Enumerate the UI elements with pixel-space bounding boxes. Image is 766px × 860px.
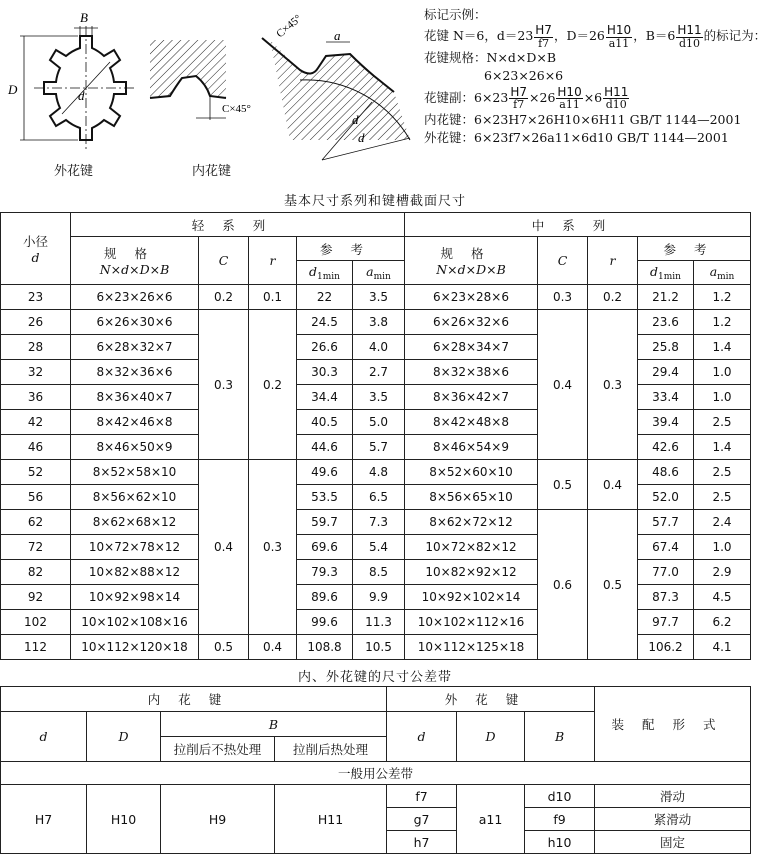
medium-C-cell: 0.3: [538, 285, 588, 310]
light-C-header: C: [199, 237, 249, 285]
light-amin-cell: 3.5: [353, 285, 405, 310]
medium-amin-cell: 6.2: [694, 610, 751, 635]
general-tolerance-header: 一般用公差带: [1, 762, 751, 785]
light-d1min-cell: 49.6: [297, 460, 353, 485]
int-B1-value: H9: [161, 785, 275, 854]
medium-series-header: 中系列: [405, 213, 751, 237]
table-row: [1, 485, 751, 510]
light-d1min-cell: 24.5: [297, 310, 353, 335]
d-cell: 112: [1, 635, 71, 660]
medium-amin-cell: 1.0: [694, 360, 751, 385]
table-row: [1, 510, 751, 535]
light-d1min-cell: 22: [297, 285, 353, 310]
table-row: [1, 585, 751, 610]
light-amin-cell: 10.5: [353, 635, 405, 660]
light-amin-header: $a_{min}$: [353, 261, 405, 285]
table2-caption: 内、外花键的尺寸公差带: [297, 670, 452, 685]
light-spec-cell: 8×62×68×12: [71, 510, 199, 535]
medium-spec-cell: 6×28×34×7: [405, 335, 538, 360]
medium-d1min-cell: 29.4: [638, 360, 694, 385]
medium-d1min-cell: 52.0: [638, 485, 694, 510]
light-spec-cell: 8×56×62×10: [71, 485, 199, 510]
light-C-cell: 0.3: [199, 310, 249, 460]
d-cell: 62: [1, 510, 71, 535]
light-spec-cell: 10×112×120×18: [71, 635, 199, 660]
table-row: [1, 610, 751, 635]
dim-D: D: [8, 82, 18, 97]
medium-C-header: C: [538, 237, 588, 285]
int-D-header: D: [87, 712, 161, 762]
medium-spec-cell: 8×62×72×12: [405, 510, 538, 535]
medium-r-cell: 0.5: [588, 510, 638, 660]
light-amin-cell: 5.4: [353, 535, 405, 560]
light-amin-cell: 8.5: [353, 560, 405, 585]
medium-amin-cell: 4.5: [694, 585, 751, 610]
medium-spec-cell: 8×36×42×7: [405, 385, 538, 410]
external-spline-header: 外花键: [387, 687, 595, 712]
light-d1min-header: $d_{1min}$: [297, 261, 353, 285]
light-amin-cell: 3.5: [353, 385, 405, 410]
medium-r-cell: 0.4: [588, 460, 638, 510]
medium-d1min-cell: 25.8: [638, 335, 694, 360]
medium-spec-cell: 10×82×92×12: [405, 560, 538, 585]
light-r-cell: 0.3: [249, 460, 297, 635]
light-d1min-cell: 40.5: [297, 410, 353, 435]
medium-amin-cell: 1.4: [694, 335, 751, 360]
dim-d2: d: [358, 130, 365, 145]
light-C-cell: 0.2: [199, 285, 249, 310]
medium-d1min-cell: 48.6: [638, 460, 694, 485]
medium-d1min-cell: 77.0: [638, 560, 694, 585]
medium-amin-cell: 2.5: [694, 410, 751, 435]
d-cell: 72: [1, 535, 71, 560]
table-row: [1, 560, 751, 585]
d-cell: 42: [1, 410, 71, 435]
marking-example: [424, 6, 766, 147]
table-row: [1, 335, 751, 360]
notes-spec-value: 6×23×26×6: [484, 68, 564, 84]
medium-d1min-cell: 39.4: [638, 410, 694, 435]
medium-d1min-cell: 33.4: [638, 385, 694, 410]
medium-amin-cell: 1.2: [694, 310, 751, 335]
spline-figures: [0, 0, 420, 183]
section-detail-drawing: [262, 38, 410, 160]
medium-amin-cell: 4.1: [694, 635, 751, 660]
fit-value: 滑动: [595, 785, 751, 808]
medium-C-cell: 0.4: [538, 310, 588, 460]
medium-amin-cell: 2.5: [694, 460, 751, 485]
table-row: [1, 360, 751, 385]
notes-pair: 花键副：6×23 $\frac{H7}{f7}$ ×26 $\frac{H10}{a11}$ ×6 $\frac{H11}{d10}$: [424, 84, 629, 112]
light-amin-cell: 11.3: [353, 610, 405, 635]
light-amin-cell: 9.9: [353, 585, 405, 610]
light-C-cell: 0.4: [199, 460, 249, 635]
light-d1min-cell: 34.4: [297, 385, 353, 410]
medium-amin-header: $a_{min}$: [694, 261, 751, 285]
light-d1min-cell: 30.3: [297, 360, 353, 385]
medium-amin-cell: 2.4: [694, 510, 751, 535]
light-amin-cell: 5.7: [353, 435, 405, 460]
medium-spec-cell: 10×102×112×16: [405, 610, 538, 635]
heat-header: 拉削后热处理: [275, 737, 387, 762]
table-row: [1, 635, 751, 660]
notes-line1: 花键 N＝6，d＝23 $\frac{H7}{f7}$ ，D＝26 $\frac{H10}{a11}$ ，B＝6 $\frac{H11}{d10}$ 的标记为：: [424, 23, 766, 50]
d-cell: 52: [1, 460, 71, 485]
notes-title: 标记示例：: [424, 7, 487, 22]
medium-amin-cell: 2.5: [694, 485, 751, 510]
medium-amin-cell: 1.2: [694, 285, 751, 310]
medium-r-header: r: [588, 237, 638, 285]
d-cell: 102: [1, 610, 71, 635]
dim-d-external: d: [78, 88, 85, 103]
external-spline-label: 外花键: [54, 164, 94, 179]
medium-d1min-cell: 57.7: [638, 510, 694, 535]
notes-external: 外花键：6×23f7×26a11×6d10 GB/T 1144—2001: [424, 129, 729, 145]
light-spec-cell: 10×82×88×12: [71, 560, 199, 585]
medium-spec-cell: 6×23×28×6: [405, 285, 538, 310]
int-B2-value: H11: [275, 785, 387, 854]
col-d-header: 小径 d: [1, 213, 71, 285]
table-row: [1, 460, 751, 485]
fit-value: 紧滑动: [595, 808, 751, 831]
medium-amin-cell: 1.4: [694, 435, 751, 460]
medium-d1min-cell: 42.6: [638, 435, 694, 460]
light-amin-cell: 7.3: [353, 510, 405, 535]
tolerance-table: [0, 686, 751, 854]
light-r-cell: 0.4: [249, 635, 297, 660]
d-cell: 28: [1, 335, 71, 360]
medium-spec-cell: 10×92×102×14: [405, 585, 538, 610]
internal-spline-label: 内花键: [192, 164, 232, 179]
medium-spec-cell: 6×26×32×6: [405, 310, 538, 335]
medium-spec-cell: 8×56×65×10: [405, 485, 538, 510]
int-B-header: B: [161, 712, 387, 737]
light-spec-cell: 6×28×32×7: [71, 335, 199, 360]
ext-D-header: D: [457, 712, 525, 762]
medium-d1min-header: $d_{1min}$: [638, 261, 694, 285]
light-amin-cell: 6.5: [353, 485, 405, 510]
notes-spec-label: 花键规格：N×d×D×B: [424, 50, 557, 66]
ext-d-value: f7: [387, 785, 457, 808]
medium-d1min-cell: 87.3: [638, 585, 694, 610]
ext-B-value: d10: [525, 785, 595, 808]
int-D-value: H10: [87, 785, 161, 854]
medium-amin-cell: 2.9: [694, 560, 751, 585]
fit-header: 装配形式: [595, 687, 751, 762]
light-amin-cell: 4.8: [353, 460, 405, 485]
medium-r-cell: 0.3: [588, 310, 638, 460]
int-d-header: d: [1, 712, 87, 762]
light-spec-header: 规格 N×d×D×B: [71, 237, 199, 285]
medium-d1min-cell: 21.2: [638, 285, 694, 310]
chamfer-label-section: C×45°: [274, 12, 305, 41]
table-row: [1, 410, 751, 435]
medium-d1min-cell: 106.2: [638, 635, 694, 660]
d-cell: 56: [1, 485, 71, 510]
dim-d1: d: [352, 112, 359, 127]
table-row: [1, 435, 751, 460]
light-d1min-cell: 44.6: [297, 435, 353, 460]
light-d1min-cell: 59.7: [297, 510, 353, 535]
dimension-table: [0, 212, 751, 660]
table-row: [1, 285, 751, 310]
medium-d1min-cell: 67.4: [638, 535, 694, 560]
medium-r-cell: 0.2: [588, 285, 638, 310]
notes-internal: 内花键：6×23H7×26H10×6H11 GB/T 1144—2001: [424, 111, 742, 127]
light-amin-cell: 5.0: [353, 410, 405, 435]
medium-spec-cell: 8×52×60×10: [405, 460, 538, 485]
light-spec-cell: 8×52×58×10: [71, 460, 199, 485]
internal-spline-drawing: [150, 40, 226, 120]
light-d1min-cell: 99.6: [297, 610, 353, 635]
table-row: [1, 385, 751, 410]
light-spec-cell: 8×42×46×8: [71, 410, 199, 435]
ext-B-value: f9: [525, 808, 595, 831]
medium-spec-header: 规格 N×d×D×B: [405, 237, 538, 285]
light-r-cell: 0.1: [249, 285, 297, 310]
d-cell: 46: [1, 435, 71, 460]
light-C-cell: 0.5: [199, 635, 249, 660]
dim-a: a: [334, 28, 341, 43]
int-d-value: H7: [1, 785, 87, 854]
d-cell: 23: [1, 285, 71, 310]
medium-amin-cell: 1.0: [694, 535, 751, 560]
d-cell: 92: [1, 585, 71, 610]
medium-spec-cell: 8×32×38×6: [405, 360, 538, 385]
table-row: [1, 310, 751, 335]
d-cell: 36: [1, 385, 71, 410]
medium-amin-cell: 1.0: [694, 385, 751, 410]
ext-d-value: g7: [387, 808, 457, 831]
chamfer-label-internal: C×45°: [222, 103, 251, 115]
light-spec-cell: 8×32×36×6: [71, 360, 199, 385]
medium-ref-header: 参考: [638, 237, 751, 261]
light-spec-cell: 8×46×50×9: [71, 435, 199, 460]
internal-spline-header: 内花键: [1, 687, 387, 712]
table1-caption: 基本尺寸系列和键槽截面尺寸: [283, 194, 466, 209]
medium-C-cell: 0.5: [538, 460, 588, 510]
d-cell: 26: [1, 310, 71, 335]
medium-d1min-cell: 97.7: [638, 610, 694, 635]
medium-spec-cell: 8×42×48×8: [405, 410, 538, 435]
light-spec-cell: 10×92×98×14: [71, 585, 199, 610]
medium-d1min-cell: 23.6: [638, 310, 694, 335]
light-d1min-cell: 89.6: [297, 585, 353, 610]
light-spec-cell: 10×102×108×16: [71, 610, 199, 635]
light-ref-header: 参考: [297, 237, 405, 261]
ext-B-header: B: [525, 712, 595, 762]
light-r-cell: 0.2: [249, 310, 297, 460]
dim-B: B: [80, 10, 88, 25]
light-d1min-cell: 26.6: [297, 335, 353, 360]
light-d1min-cell: 79.3: [297, 560, 353, 585]
medium-spec-cell: 8×46×54×9: [405, 435, 538, 460]
light-d1min-cell: 53.5: [297, 485, 353, 510]
medium-spec-cell: 10×112×125×18: [405, 635, 538, 660]
ext-d-value: h7: [387, 831, 457, 854]
ext-B-value: h10: [525, 831, 595, 854]
table-row: [1, 535, 751, 560]
d-cell: 32: [1, 360, 71, 385]
light-r-header: r: [249, 237, 297, 285]
medium-C-cell: 0.6: [538, 510, 588, 660]
medium-spec-cell: 10×72×82×12: [405, 535, 538, 560]
ext-D-value: a11: [457, 785, 525, 854]
light-series-header: 轻系列: [71, 213, 405, 237]
d-cell: 82: [1, 560, 71, 585]
spline-drawings: [0, 0, 420, 183]
light-spec-cell: 10×72×78×12: [71, 535, 199, 560]
light-amin-cell: 2.7: [353, 360, 405, 385]
light-spec-cell: 6×26×30×6: [71, 310, 199, 335]
light-spec-cell: 8×36×40×7: [71, 385, 199, 410]
light-amin-cell: 4.0: [353, 335, 405, 360]
light-d1min-cell: 69.6: [297, 535, 353, 560]
light-spec-cell: 6×23×26×6: [71, 285, 199, 310]
fit-value: 固定: [595, 831, 751, 854]
ext-d-header: d: [387, 712, 457, 762]
light-d1min-cell: 108.8: [297, 635, 353, 660]
no-heat-header: 拉削后不热处理: [161, 737, 275, 762]
light-amin-cell: 3.8: [353, 310, 405, 335]
